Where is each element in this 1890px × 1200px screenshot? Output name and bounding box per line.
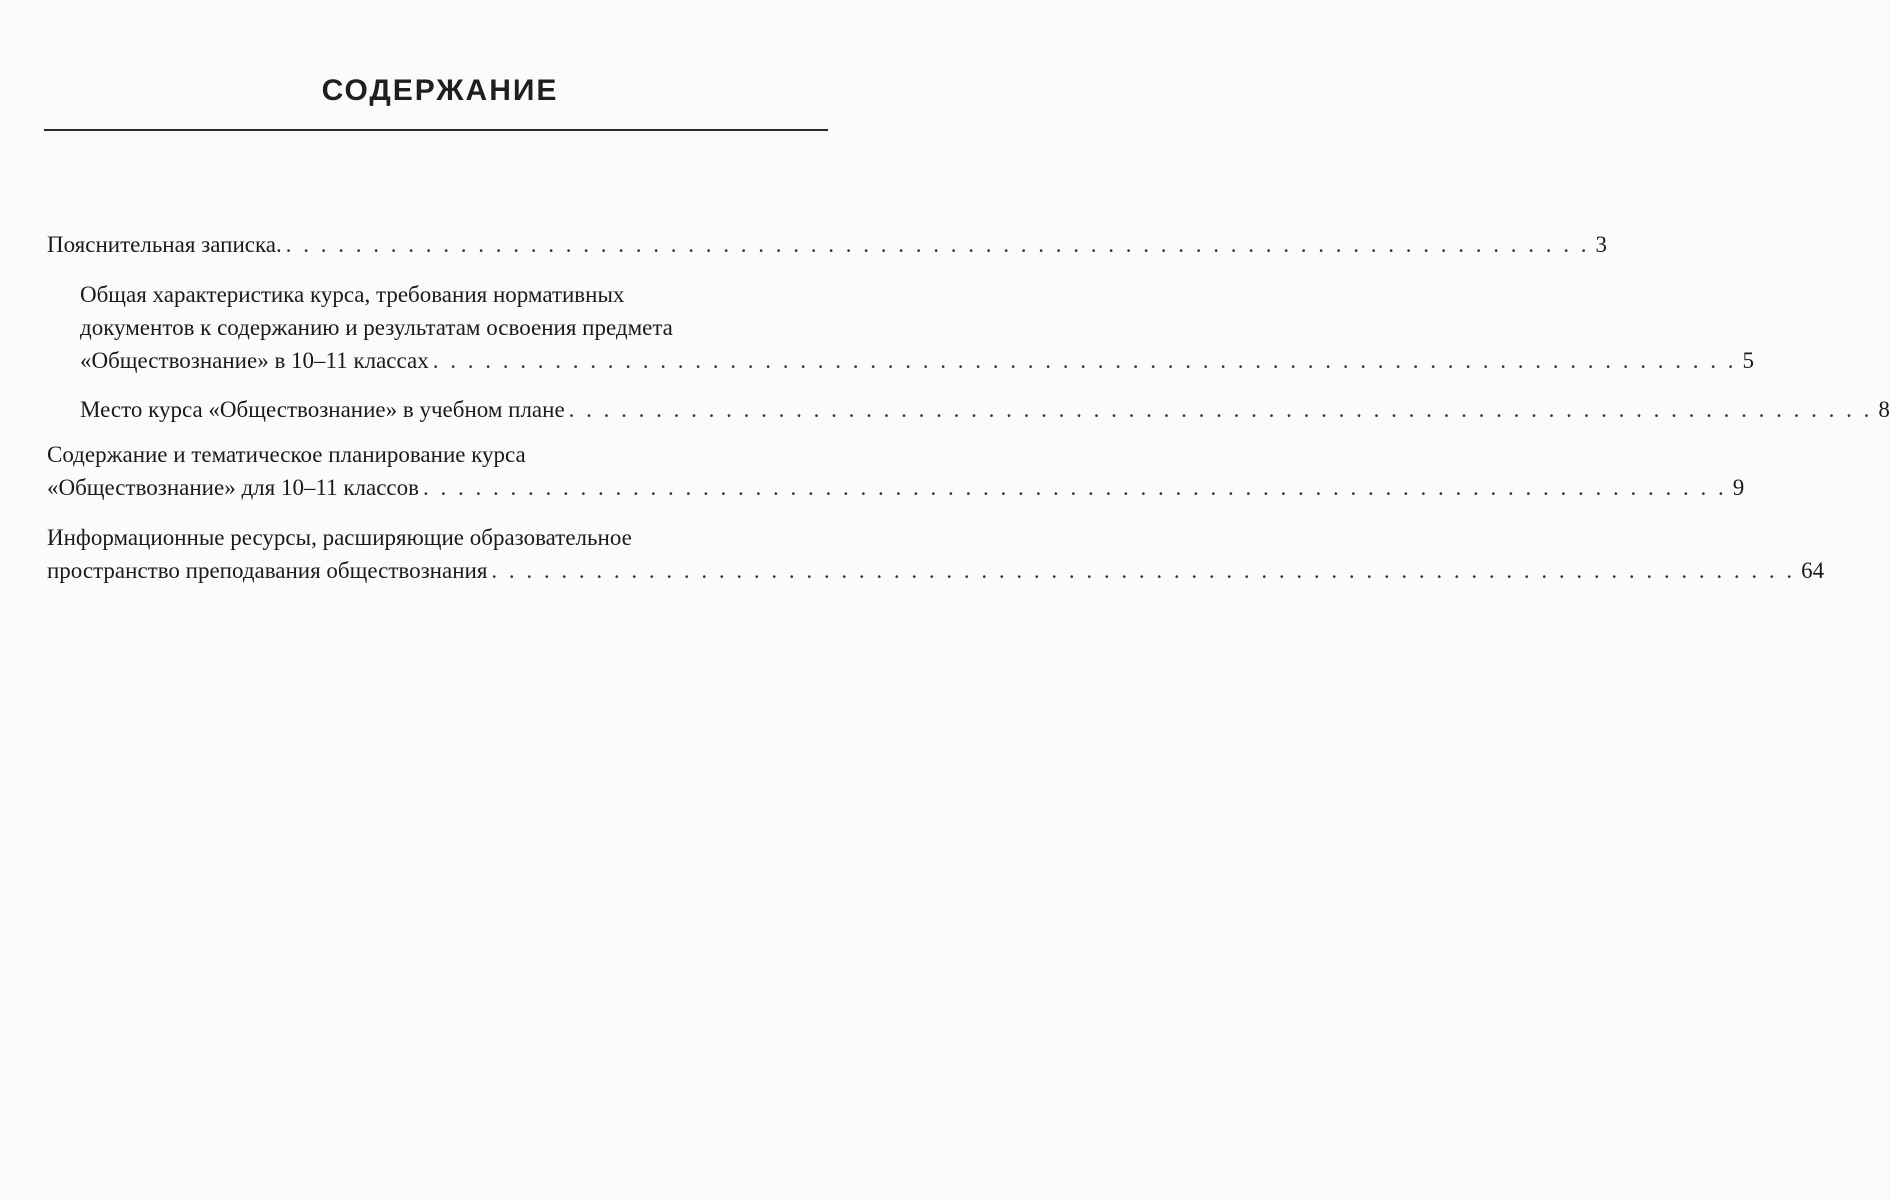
page-title: СОДЕРЖАНИЕ [321, 74, 559, 107]
toc-page-number: 3 [1595, 232, 1608, 257]
table-of-contents [47, 228, 1890, 587]
toc-entry-title: «Обществознание» в 10–11 классах [80, 348, 429, 373]
toc-entry[interactable] [47, 393, 1890, 426]
toc-page-number: 64 [1801, 558, 1825, 583]
toc-page-number: 5 [1742, 348, 1754, 373]
toc-entry[interactable] [47, 228, 1608, 261]
toc-page-number: 9 [1732, 475, 1745, 500]
dot-leader: . . . . . . . . . . . . . . . . . . . . . . . . . . . . . . . . . . . . . . . . . . . . . . . . . . . . . . . . . . . . . . . . . . . . . . . . . . . [568, 397, 1873, 422]
dot-leader: . . . . . . . . . . . . . . . . . . . . . . . . . . . . . . . . . . . . . . . . . . . . . . . . . . . . . . . . . . . . . . . . . . . . . . . . . . . [285, 232, 1590, 257]
toc-entry-title: Общая характеристика курса, требования нормативных [80, 282, 625, 307]
title-divider [44, 129, 828, 131]
toc-entry[interactable] [47, 438, 1745, 504]
dot-leader: . . . . . . . . . . . . . . . . . . . . . . . . . . . . . . . . . . . . . . . . . . . . . . . . . . . . . . . . . . . . . . . . . . . . . . . . . . . [432, 348, 1737, 373]
toc-entry-title: Место курса «Обществознание» в учебном плане [80, 397, 565, 422]
toc-entry-title: пространство преподавания обществознания [47, 558, 488, 583]
toc-entry-title: «Обществознание» для 10–11 классов [47, 475, 419, 500]
toc-page-number: 8 [1878, 397, 1890, 422]
toc-entry-title: документов к содержанию и результатам освоения предмета [80, 315, 673, 340]
dot-leader: . . . . . . . . . . . . . . . . . . . . . . . . . . . . . . . . . . . . . . . . . . . . . . . . . . . . . . . . . . . . . . . . . . . . . . . . . . . [491, 558, 1796, 583]
toc-entry[interactable] [47, 278, 1754, 377]
toc-entry-title: Содержание и тематическое планирование курса [47, 442, 526, 467]
toc-entry[interactable] [47, 521, 1825, 587]
toc-entry-title: Информационные ресурсы, расширяющие образовательное [47, 525, 632, 550]
dot-leader: . . . . . . . . . . . . . . . . . . . . . . . . . . . . . . . . . . . . . . . . . . . . . . . . . . . . . . . . . . . . . . . . . . . . . . . . . . . [423, 475, 1727, 500]
toc-entry-title: Пояснительная записка. [47, 232, 282, 257]
